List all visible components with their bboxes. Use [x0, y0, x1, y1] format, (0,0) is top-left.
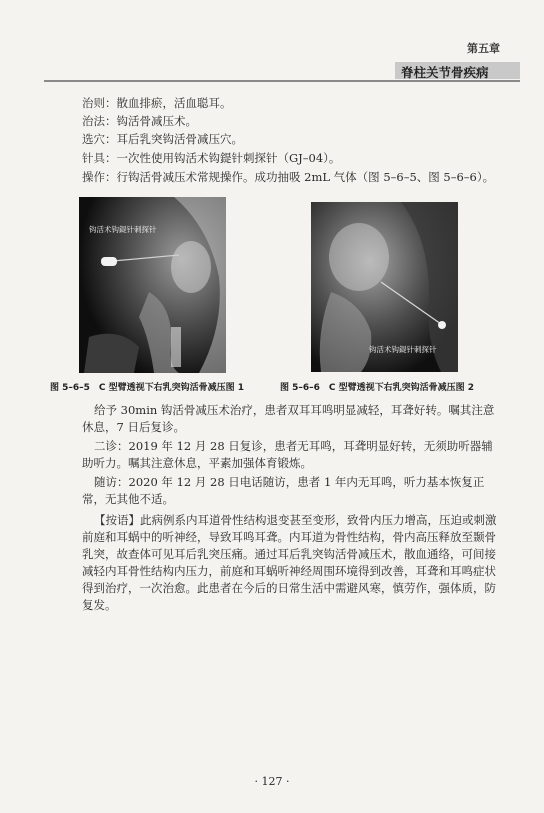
paragraph-treatment: 给予 30min 钩活骨减压术治疗，患者双耳耳鸣明显减轻，耳聋好转。嘱其注意休息，7 日后复诊。 [82, 403, 495, 434]
treatment-method [82, 113, 197, 129]
paragraph-second-visit: 二诊：2019 年 12 月 28 日复诊，患者无耳鸣，耳聋明显好转，无须助听器辅助听力。嘱其注意休息，平素加强体育锻炼。 [82, 439, 493, 470]
figure-2-label: 钩活术钩鍉针刺探针 [369, 345, 437, 354]
xray-figure-2 [311, 202, 458, 372]
item-label: 治则： [82, 96, 117, 110]
xray-image-2 [311, 202, 458, 372]
item-label: 选穴： [82, 132, 117, 146]
item-text: 行钩活骨减压术常规操作。成功抽吸 2mL 气体（图 5–6–5、图 5–6–6）。 [116, 170, 495, 184]
item-label: 针具： [82, 151, 117, 165]
xray-figure-1 [79, 197, 226, 373]
section-title: 脊柱关节骨疾病 [401, 65, 489, 80]
item-label: 治法： [82, 114, 117, 128]
treatment-principle [82, 95, 232, 111]
figure-2-caption: 图 5–6–6 C 型臂透视下右乳突钩活骨减压图 2 [280, 383, 475, 393]
figure-1-caption: 图 5–6–5 C 型臂透视下右乳突钩活骨减压图 1 [50, 383, 245, 393]
item-text: 一次性使用钩活术钩鍉针刺探针（GJ–04）。 [116, 151, 341, 165]
chapter-label: 第五章 [467, 42, 500, 55]
xray-image-1 [79, 197, 226, 373]
paragraph-follow-up: 随访：2020 年 12 月 28 日电话随访，患者 1 年内无耳鸣，听力基本恢复正常，无其他不适。 [82, 475, 485, 506]
item-label: 操作： [82, 170, 117, 184]
item-text: 散血排瘀，活血聪耳。 [116, 96, 232, 110]
paragraph-commentary: 【按语】此病例系内耳道骨性结构退变甚至变形，致骨内压力增高，压迫或刺激前庭和耳蜗中的听神经，导致耳鸣耳聋。内耳道为骨性结构，骨内高压释放至颞骨乳突，故查体可见耳后乳突压痛。通过耳后乳突钩活骨减压术，散血通络，可间接减轻内耳骨性结构内压力，前庭和耳蜗听神经周围环境得到改善，耳聋和耳鸣症状得到治疗，一次治愈。此患者在今后的日常生活中需避风寒，慎劳作，强体质，防复发。 [82, 513, 497, 612]
acupoint-selection [82, 131, 243, 147]
item-text: 钩活骨减压术。 [116, 114, 197, 128]
operation [82, 169, 494, 185]
needle-tool [82, 150, 340, 166]
item-text: 耳后乳突钩活骨减压穴。 [116, 132, 243, 146]
figure-1-label: 钩活术钩鍉针刺探针 [89, 225, 157, 234]
header-rule [44, 80, 520, 82]
page-number: · 127 · [254, 775, 290, 788]
